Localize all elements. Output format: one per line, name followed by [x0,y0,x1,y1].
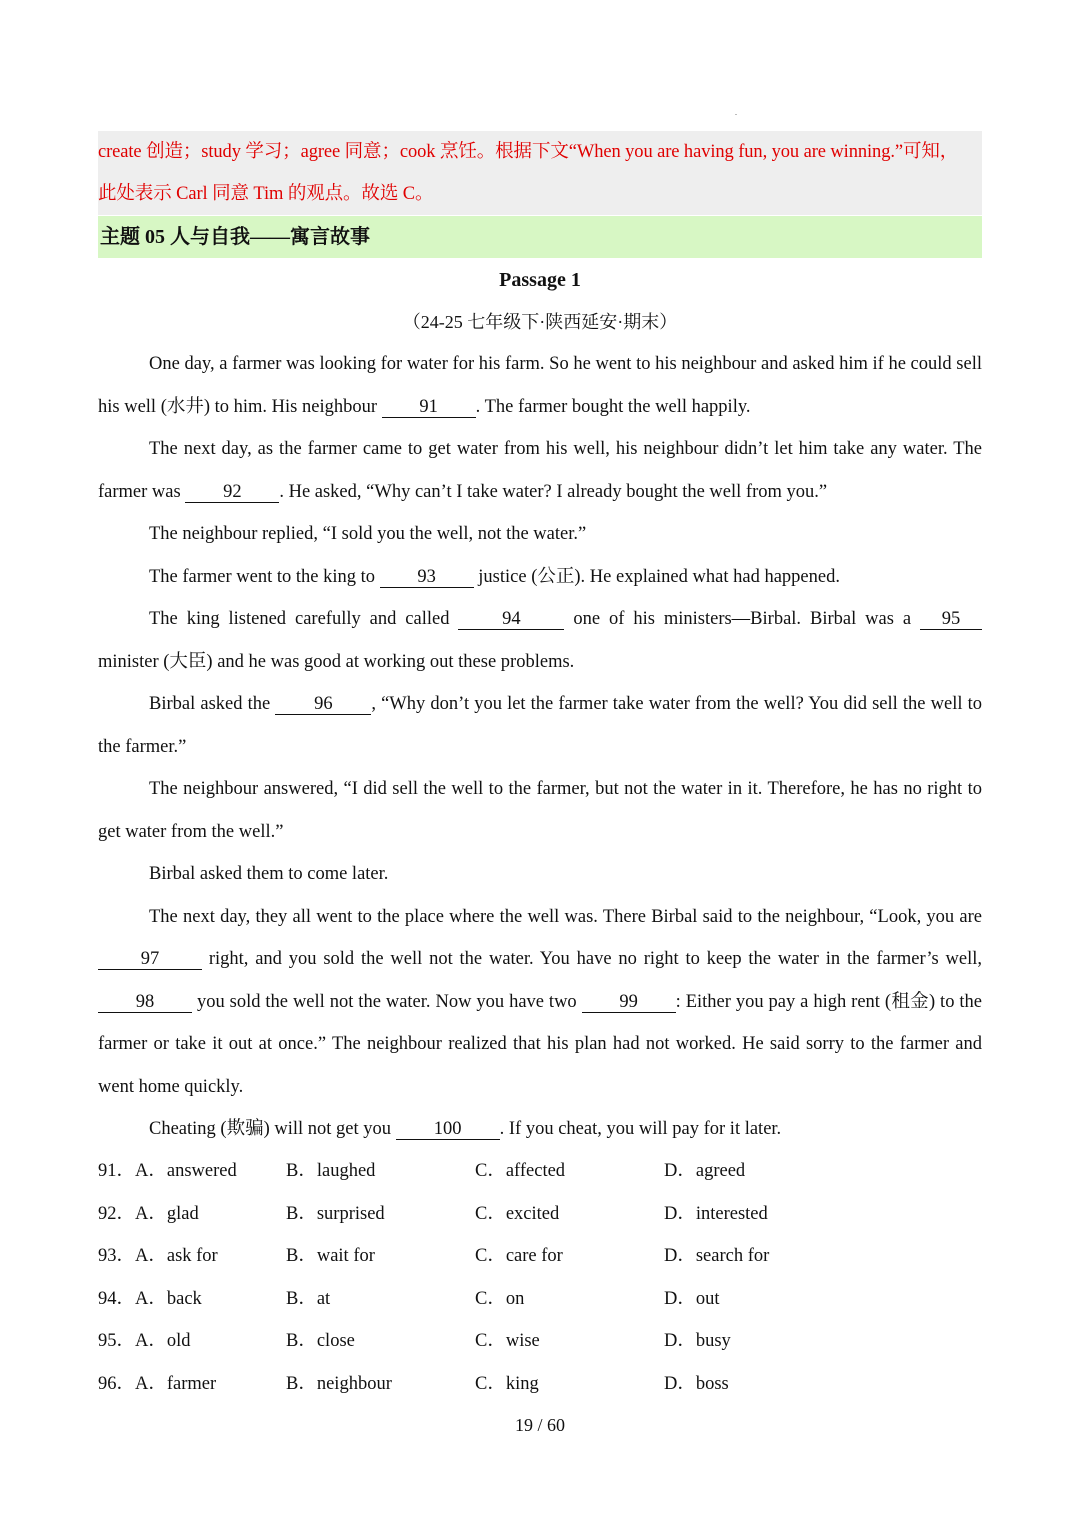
text: right, and you sold the well not the water. You have no right to keep the water in the farmer’s well, [202,949,982,969]
paragraph [98,896,982,1109]
text: , “Why don’t you let the farmer take water from the well? You did sell the well to the farmer.” [98,694,982,757]
passage-title: Passage 1 [499,269,581,291]
text: : Either you pay a high rent (租金) to the farmer or take it out at once.” The neighbour realized that his plan had not worked. He said sorry to the farmer and went home quickly. [98,991,982,1097]
option-d: D．search for [664,1246,770,1266]
blank-94: 94 [458,609,564,630]
text: The king listened carefully and called [149,609,459,629]
option-a: 93．A．ask for [98,1246,218,1266]
option-row [98,1235,982,1278]
text: The next day, they all went to the place where the well was. There Birbal said to the neighbour, “Look, you are [149,906,982,927]
paragraph [98,683,982,768]
option-c: C．wise [475,1331,540,1351]
answer-explanation [98,131,982,215]
explanation-line-2: 此处表示 Carl 同意 Tim 的观点。故选 C。 [98,184,434,204]
option-a: 91．A．answered [98,1161,237,1181]
scan-dot [735,114,737,115]
passage-body [98,343,982,1151]
paragraph [98,513,982,556]
text: The farmer went to the king to [149,566,380,587]
option-row [98,1320,982,1363]
option-c: C．king [475,1373,539,1394]
option-d: D．agreed [664,1161,746,1181]
passage-source: （24-25 七年级下·陕西延安·期末） [402,312,678,332]
option-b: B．wait for [286,1246,375,1266]
option-c: C．affected [475,1161,566,1181]
option-row [98,1150,982,1193]
paragraph [98,428,982,513]
text: one of his ministers—Birbal. Birbal was a [564,609,920,629]
text: . He asked, “Why can’t I take water? I already bought the well from you.” [279,481,828,502]
paragraph [98,768,982,853]
text: you sold the well not the water. Now you have two [192,991,582,1012]
option-row [98,1193,982,1236]
text: The neighbour replied, “I sold you the well, not the water.” [149,524,587,544]
paragraph [98,343,982,428]
option-a: 92．A．glad [98,1203,199,1224]
option-a: 95．A．old [98,1331,191,1351]
blank-92: 92 [185,482,279,503]
text: . The farmer bought the well happily. [475,396,751,417]
text: Birbal asked them to come later. [149,864,389,884]
blank-95: 95 [920,609,982,630]
paragraph [98,598,982,683]
answer-options [98,1150,982,1405]
paragraph [98,1108,982,1151]
option-d: D．out [664,1288,720,1309]
option-d: D．busy [664,1331,731,1351]
option-a: 96．A．farmer [98,1373,217,1394]
blank-98: 98 [98,992,192,1013]
blank-99: 99 [582,992,676,1013]
explanation-line-1: create 创造；study 学习；agree 同意；cook 烹饪。根据下文“When you are having fun, you are winning.”可知， [98,142,959,162]
option-b: B．surprised [286,1203,385,1224]
option-row [98,1363,982,1406]
blank-96: 96 [275,694,371,715]
text: Cheating (欺骗) will not get you [149,1119,396,1139]
option-row [98,1278,982,1321]
option-a: 94．A．back [98,1288,202,1309]
option-b: B．laughed [286,1161,376,1181]
paragraph [98,853,982,896]
blank-97: 97 [98,949,202,970]
option-c: C．excited [475,1203,560,1224]
text: The neighbour answered, “I did sell the well to the farmer, but not the water in it. Therefore, he has no right to get water from the well.” [98,779,982,842]
text: Birbal asked the [149,694,276,714]
topic-text: 主题 05 人与自我——寓言故事 [100,226,370,248]
topic-heading [98,216,982,258]
option-d: D．boss [664,1373,729,1394]
text: . If you cheat, you will pay for it later. [499,1119,782,1139]
option-b: B．close [286,1331,355,1351]
option-c: C．care for [475,1246,563,1266]
text: One day, a farmer was looking for water for his farm. So he went to his neighbour and asked him if he could sell his well (水井) to him. His neighbour [98,354,982,417]
blank-91: 91 [382,397,476,418]
blank-93: 93 [380,567,474,588]
option-b: B．at [286,1288,331,1309]
blank-100: 100 [396,1119,500,1140]
text: minister (大臣) and he was good at working out these problems. [98,651,575,672]
option-b: B．neighbour [286,1373,392,1394]
option-c: C．on [475,1288,525,1309]
option-d: D．interested [664,1203,768,1224]
page-indicator: 19 / 60 [514,1415,565,1435]
text: justice (公正). He explained what had happened. [473,566,840,587]
text: The next day, as the farmer came to get water from his well, his neighbour didn’t let him take any water. The farmer was [98,439,982,502]
paragraph [98,556,982,599]
